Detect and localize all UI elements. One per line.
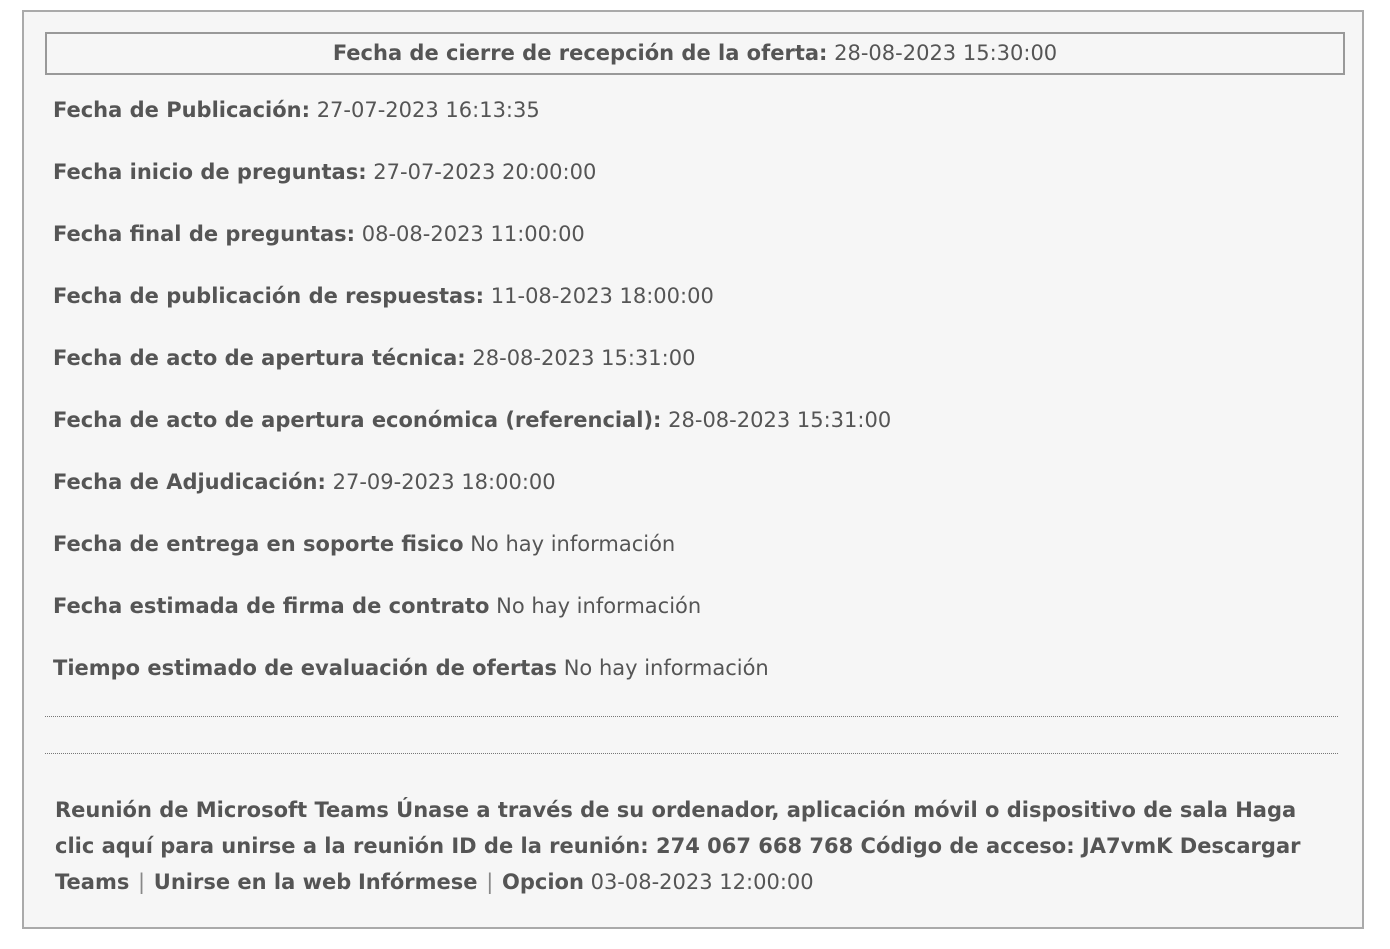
date-row-apertura-tecnica (53, 340, 1333, 402)
opcion-label: Opcion (501, 870, 584, 894)
dates-list (53, 92, 1333, 712)
closing-date-label: Fecha de cierre de recepción de la oferta: (332, 41, 828, 65)
date-value: 08-08-2023 11:00:00 (355, 222, 585, 246)
date-label: Fecha estimada de firma de contrato (53, 594, 490, 618)
date-value: No hay información (557, 656, 769, 680)
teams-meeting-text: Reunión de Microsoft Teams Únase a través de su ordenador, aplicación móvil o dispositivo de sala Haga clic aquí para unirse a la reunión ID de la reunión: 274 067 668 768 Código de acceso: JA7vmK Descargar Teams (55, 798, 1301, 894)
date-row-inicio-preguntas (53, 154, 1333, 216)
dotted-divider (45, 753, 1338, 754)
date-row-adjudicacion (53, 464, 1333, 526)
date-label: Fecha inicio de preguntas: (53, 160, 367, 184)
date-label: Fecha de Adjudicación: (53, 470, 326, 494)
date-row-apertura-economica (53, 402, 1333, 464)
date-label: Fecha de Publicación: (53, 98, 311, 122)
closing-date-box (45, 32, 1345, 75)
dates-panel (22, 10, 1364, 929)
closing-date-value: 28-08-2023 15:30:00 (827, 41, 1058, 65)
date-label: Fecha de entrega en soporte fisico (53, 532, 464, 556)
date-label: Fecha final de preguntas: (53, 222, 356, 246)
date-label: Fecha de acto de apertura técnica: (53, 346, 466, 370)
date-value: 28-08-2023 15:31:00 (661, 408, 892, 432)
separator: | (486, 870, 494, 894)
join-web-link[interactable]: Unirse en la web (153, 870, 352, 894)
info-link[interactable]: Infórmese (357, 870, 478, 894)
date-value: No hay información (489, 594, 702, 618)
date-label: Tiempo estimado de evaluación de ofertas (53, 656, 558, 680)
date-value: 27-07-2023 16:13:35 (310, 98, 540, 122)
opcion-value: 03-08-2023 12:00:00 (583, 870, 814, 894)
date-row-evaluacion-ofertas (53, 650, 1333, 712)
date-value: 28-08-2023 15:31:00 (465, 346, 696, 370)
dotted-divider (45, 716, 1338, 717)
date-row-soporte-fisico (53, 526, 1333, 588)
separator: | (138, 870, 146, 894)
date-value: 27-09-2023 18:00:00 (325, 470, 556, 494)
date-value: No hay información (463, 532, 676, 556)
date-row-publicacion (53, 92, 1333, 154)
date-value: 11-08-2023 18:00:00 (484, 284, 714, 308)
date-label: Fecha de acto de apertura económica (referencial): (53, 408, 662, 432)
date-row-publicacion-respuestas (53, 278, 1333, 340)
date-label: Fecha de publicación de respuestas: (53, 284, 485, 308)
date-row-firma-contrato (53, 588, 1333, 650)
meeting-notes (55, 792, 1315, 900)
date-row-final-preguntas (53, 216, 1333, 278)
date-value: 27-07-2023 20:00:00 (366, 160, 597, 184)
